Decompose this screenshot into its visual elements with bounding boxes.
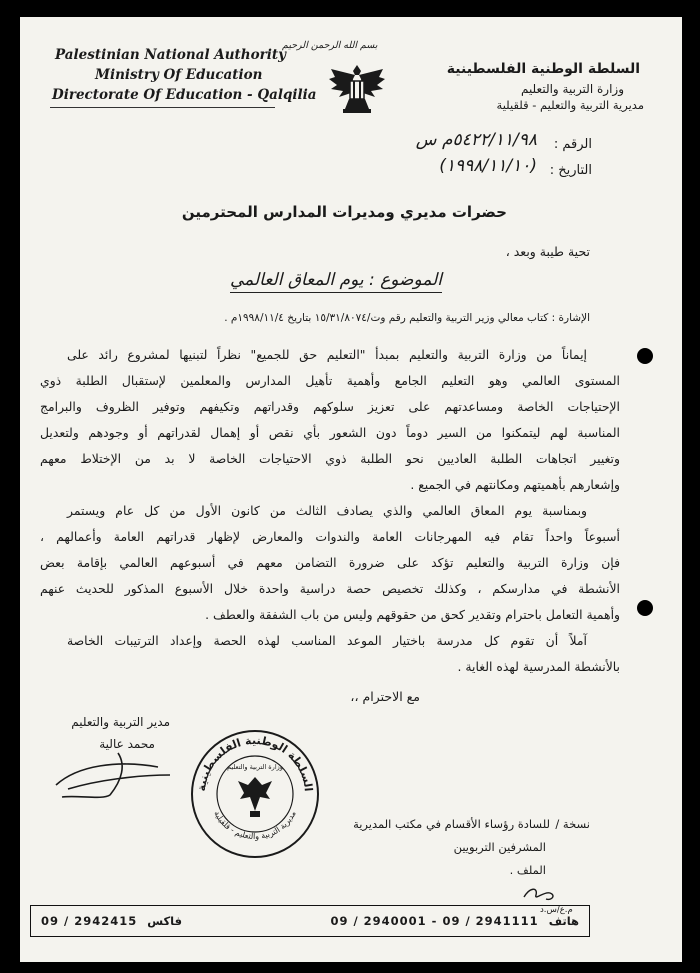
body-line: المناسبة لهم ليتمكنوا من السير دوماً دون الشعور بأي نقص أو إهمال لقدراتهم أو وجودهم ولتعديل [40, 425, 620, 440]
copies-item: الملف . [509, 863, 546, 877]
header-en-authority: Palestinian National Authority [55, 47, 286, 63]
letter-page [20, 17, 682, 962]
header-en-ministry: Ministry Of Education [95, 67, 263, 83]
handwritten-signature-icon [48, 745, 178, 805]
body-line: فإن وزارة التربية والتعليم تؤكد على ضرورة التضامن معهم في أسبوعهم العالمي بإقامة بعض [40, 555, 620, 570]
header-ar-directorate: مديرية التربية والتعليم - قلقيلية [496, 98, 644, 112]
stamp-bottom-text: مديرية التربية والتعليم - قلقيلية [212, 809, 298, 842]
header-ar-ministry: وزارة التربية والتعليم [520, 82, 624, 96]
body-line: وإشعارهم بأهميتهم ومكانتهم في الجميع . [410, 477, 620, 492]
binder-hole [637, 348, 653, 364]
body-line: إيماناً من وزارة التربية والتعليم بمبدأ "التعليم حق للجميع" نظراً لتبنيها لمشروع رائد على [67, 347, 587, 362]
initials: م.ع/س.د [540, 905, 573, 915]
ref-date-label: التاريخ : [549, 163, 592, 178]
closing: مع الاحترام ،، [350, 689, 420, 704]
ref-date-value: (١٩٩٨/١١/١٠) [439, 156, 537, 176]
body-line: الأنشطة في مدارسكم ، وكذلك تخصيص حصة دراسية واحدة خلال الأسبوع المذكور للحديث عنهم [40, 581, 620, 596]
greeting: تحية طيبة وبعد ، [505, 244, 590, 259]
ref-number-label: الرقم : [553, 137, 592, 152]
copies-label: نسخة / [555, 817, 590, 831]
header-en-underline [50, 107, 275, 108]
signature-title: مدير التربية والتعليم [71, 715, 170, 729]
basmala: بسم الله الرحمن الرحيم [282, 40, 378, 51]
body-line: آملاً أن تقوم كل مدرسة باختيار الموعد المناسب لهذه الحصة وإعداد الترتيبات الخاصة [67, 633, 587, 648]
body-line: بالأنشطة المدرسية لهذه الغاية . [457, 659, 620, 674]
body-line: أسبوعاً واحداً تقام فيه المهرجانات العامة والندوات والمعارض لإظهار قدراتهم العامة وأعمالهم ، [40, 529, 620, 544]
eagle-emblem-icon [325, 59, 389, 119]
initials-scribble-icon [520, 883, 560, 905]
phone-group [330, 914, 579, 928]
fax-group [41, 914, 182, 928]
contact-footer [30, 905, 590, 937]
fax-label: فاكس [147, 914, 183, 928]
header-ar-authority: السلطة الوطنية الفلسطينية [446, 61, 640, 77]
signature-name: محمد عالية [99, 737, 155, 751]
phone-label: هاتف [548, 914, 579, 928]
body-line: الإحتياجات الخاصة ومساعدتهم على تعزيز سلوكهم وقدراتهم وتكيفهم وتوفير الظروف والبرامج [40, 399, 620, 414]
header-en-directorate: Directorate Of Education - Qalqilia [52, 87, 317, 103]
body-line: وبمناسبة يوم المعاق العالمي والذي يصادف الثالث من كانون الأول من كل عام ويستمر [67, 503, 587, 518]
stamp-outer-text: السلطة الوطنية الفلسطينية [195, 733, 315, 793]
body-line: وتغيير اتجاهات الطلبة العاديين نحو الطلبة ذوي الاحتياجات الخاصة لا بد من الإختلاط معهم [40, 451, 620, 466]
reference-line: الإشارة : كتاب معالي وزير التربية والتعليم رقم وت/١٥/٣١/٨٠٧٤ بتاريخ ١٩٩٨/١١/٤م . [224, 312, 590, 324]
phone-numbers: 09 / 2940001 - 09 / 2941111 [330, 914, 539, 928]
subject: الموضوع : يوم المعاق العالمي [230, 270, 442, 293]
fax-number: 09 / 2942415 [41, 914, 138, 928]
ref-number-value: ٥٤٢٢/١١/٩٨م س [415, 130, 537, 150]
body-line: المستوى العالمي وهو التعليم الجامع وأهمية تأهيل المدارس والمعلمين لإستقبال الطلبة ذوي [40, 373, 620, 388]
addressee: حضرات مديري ومديرات المدارس المحترمين [181, 203, 507, 221]
binder-hole [637, 600, 653, 616]
copies-item: للسادة رؤساء الأقسام في مكتب المديرية [353, 817, 550, 831]
stamp-inner-text: وزارة التربية والتعليم [227, 763, 283, 771]
copies-item: المشرفين التربويين [453, 840, 546, 854]
body-line: وأهمية التعامل باحترام وتقدير كحق من حقوقهم وليس من باب الشفقة والعطف . [205, 607, 620, 622]
official-stamp-icon [188, 727, 322, 861]
